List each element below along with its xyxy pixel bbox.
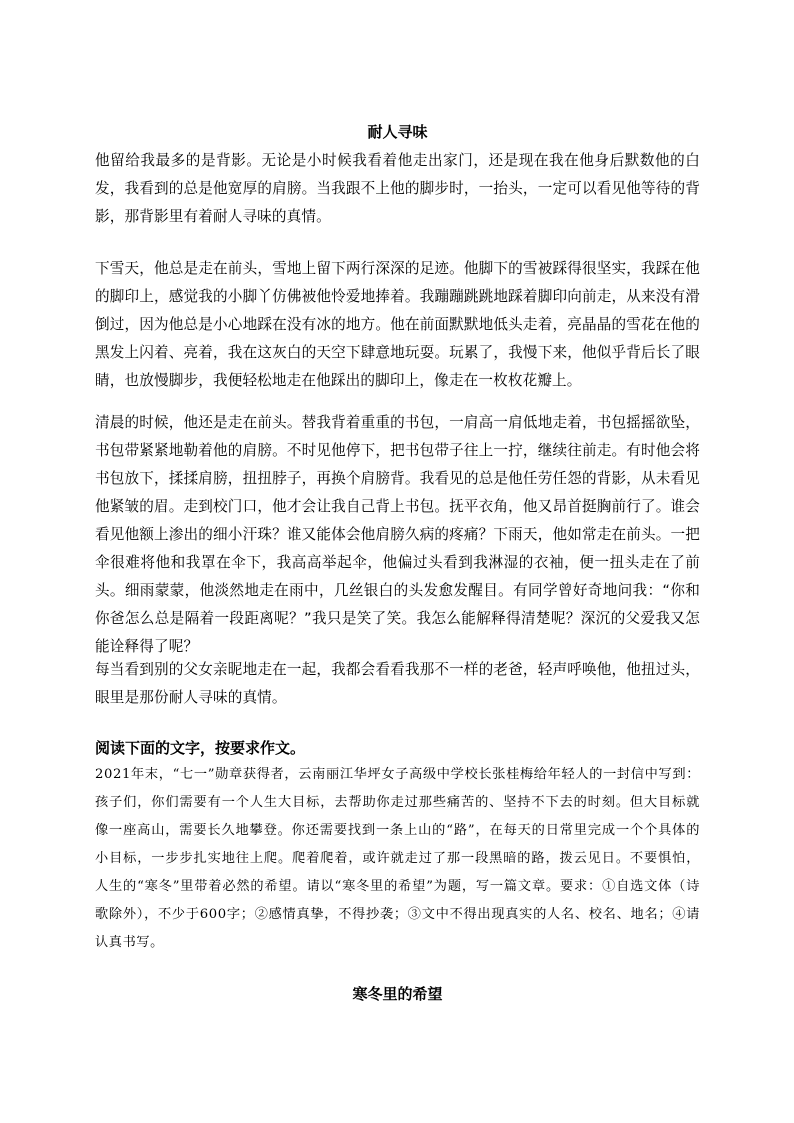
essay-paragraph-3: 清晨的时候，他还是走在前头。替我背着重重的书包，一肩高一肩低地走着，书包摇摇欲坠，书包带紧紧地勒着他的肩膀。不时见他停下，把书包带子往上一拧，继续往前走。有时他会将书包放下，揉揉肩膀，扭扭脖子，再换个肩膀背。我看见的总是他任劳任怨的背影，从未看见他紧皱的眉。走到校门口，他才会让我自己背上书包。抚平衣角，他又昂首挺胸前行了。谁会看见他额上渗出的细小汗珠？谁又能体会他肩膀久病的疼痛？下雨天，他如常走在前头。一把伞很难将他和我罩在伞下，我高高举起伞，他偏过头看到我淋湿的衣袖，便一扭头走在了前头。细雨蒙蒙，他淡然地走在雨中，几丝银白的头发愈发醒目。有同学曾好奇地问我：“你和你爸怎么总是隔着一段距离呢？”我只是笑了笑。我怎么能解释得清楚呢？深沉的父爱我又怎能诠释得了呢？: [95, 414, 700, 655]
essay-title: 耐人寻味: [367, 123, 428, 141]
prompt-heading: 阅读下面的文字，按要求作文。: [95, 739, 306, 757]
prompt-body: 2021年末，“七一”勋章获得者，云南丽江华坪女子高级中学校长张桂梅给年轻人的一封信中写到：孩子们，你们需要有一个人生大目标，去帮助你走过那些痛苦的、坚持不下去的时刻。但大目标就像一座高山，需要长久地攀登。你还需要找到一条上山的“路”，在每天的日常里完成一个个具体的小目标，一步步扎实地往上爬。爬着爬着，或许就走过了那一段黑暗的路，拨云见日。不要惧怕，人生的“寒冬”里带着必然的希望。请以“寒冬里的希望”为题，写一篇文章。要求：①自选文体（诗歌除外），不少于600字；②感情真挚，不得抄袭；③文中不得出现真实的人名、校名、地名；④请认真书写。: [95, 767, 700, 950]
essay-paragraph-4: 每当看到别的父女亲昵地走在一起，我都会看看我那不一样的老爸，轻声呼唤他，他扭过头，眼里是那份耐人寻味的真情。: [95, 661, 700, 706]
answer-title: 寒冬里的希望: [352, 985, 443, 1003]
essay-paragraph-1: 他留给我最多的是背影。无论是小时候我看着他走出家门，还是现在我在他身后默数他的白发，我看到的总是他宽厚的肩膀。当我跟不上他的脚步时，一抬头，一定可以看见他等待的背影，那背影里有着耐人寻味的真情。: [95, 152, 700, 225]
essay-paragraph-2: 下雪天，他总是走在前头，雪地上留下两行深深的足迹。他脚下的雪被踩得很坚实，我踩在他的脚印上，感觉我的小脚丫仿佛被他怜爱地捧着。我蹦蹦跳跳地踩着脚印向前走，从来没有滑倒过，因为他总是小心地踩在没有冰的地方。他在前面默默地低头走着，亮晶晶的雪花在他的黑发上闪着、亮着，我在这灰白的天空下肆意地玩耍。玩累了，我慢下来，他似乎背后长了眼睛，也放慢脚步，我便轻松地走在他踩出的脚印上，像走在一枚枚花瓣上。: [95, 260, 700, 389]
